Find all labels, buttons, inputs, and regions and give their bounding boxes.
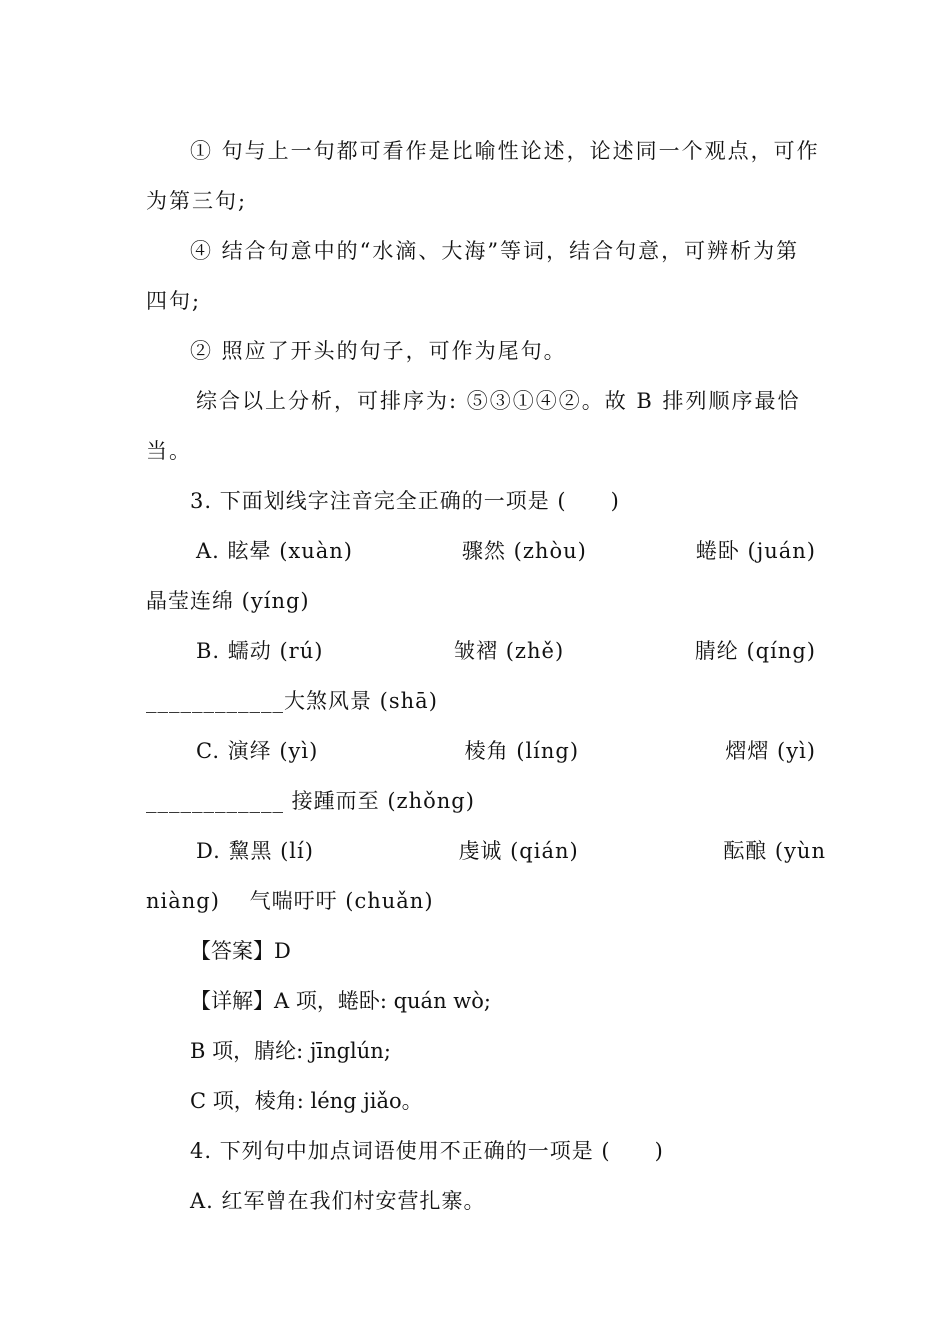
option-c — [196, 736, 816, 766]
option-a-item-1: A. 眩晕 (xuàn) — [196, 539, 353, 563]
question-3: 3. 下面划线字注音完全正确的一项是 ( ) — [190, 489, 620, 513]
analysis-line-1: ① 句与上一句都可看作是比喻性论述，论述同一个观点，可作 — [190, 139, 820, 163]
option-d-item-2: 虔诚 (qián) — [458, 839, 579, 863]
option-d-continued: niàng) 气喘吁吁 (chuǎn) — [146, 889, 434, 913]
option-d-item-3: 酝酿 (yùn — [723, 839, 826, 863]
detail-line-3: C 项，棱角: léng jiǎo。 — [190, 1089, 423, 1113]
option-a-item-2: 骤然 (zhòu) — [462, 539, 587, 563]
option-a-continued: 晶莹连绵 (yíng) — [146, 589, 310, 613]
option-b-item-1: B. 蠕动 (rú) — [196, 639, 324, 663]
analysis-line-5: ② 照应了开头的句子，可作为尾句。 — [190, 339, 567, 363]
question-4: 4. 下列句中加点词语使用不正确的一项是 ( ) — [190, 1139, 664, 1163]
option-c-continued: ____________ 接踵而至 (zhǒng) — [146, 789, 475, 813]
option-b-item-3: 腈纶 (qíng) — [694, 639, 816, 663]
detail-line-1: 【详解】A 项，蜷卧: quán wò; — [190, 989, 491, 1013]
answer-label: 【答案】D — [190, 939, 291, 963]
option-d — [196, 836, 826, 866]
option-a — [196, 536, 816, 566]
option-c-item-3: 熠熠 (yì) — [725, 739, 816, 763]
analysis-summary: 综合以上分析，可排序为: ⑤③①④②。故 B 排列顺序最恰 — [196, 389, 801, 413]
option-c-item-2: 棱角 (líng) — [464, 739, 580, 763]
analysis-line-2: 为第三句; — [146, 189, 248, 213]
option-b-continued: ____________大煞风景 (shā) — [146, 689, 438, 713]
question-4-option-a: A. 红军曾在我们村安营扎寨。 — [190, 1189, 486, 1213]
analysis-line-4: 四句; — [146, 289, 202, 313]
option-a-item-3: 蜷卧 (juán) — [695, 539, 816, 563]
option-d-item-1: D. 黧黑 (lí) — [196, 839, 314, 863]
analysis-line-3: ④ 结合句意中的“水滴、大海”等词，结合句意，可辨析为第 — [190, 239, 800, 263]
option-c-item-1: C. 演绎 (yì) — [196, 739, 319, 763]
option-b-item-2: 皱褶 (zhě) — [454, 639, 565, 663]
option-b — [196, 636, 816, 666]
analysis-summary-end: 当。 — [146, 439, 192, 463]
detail-line-2: B 项，腈纶: jīnglún; — [190, 1039, 391, 1063]
